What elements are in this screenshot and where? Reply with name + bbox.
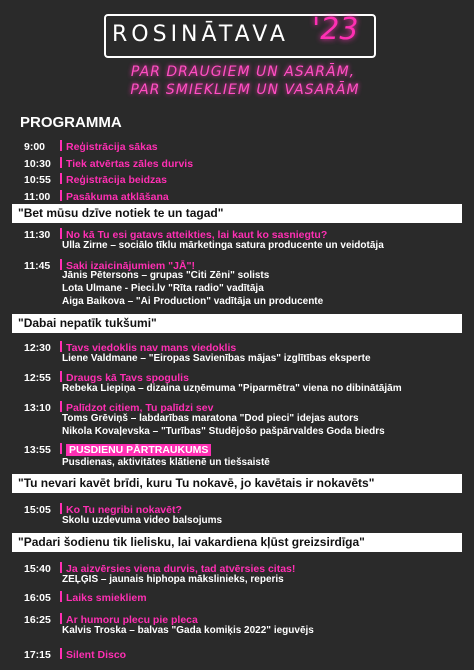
item-time: 11:45 bbox=[24, 260, 51, 272]
separator bbox=[60, 591, 62, 602]
speaker-line: Ulla Zirne – sociālo tīklu mārketinga satura producente un veidotāja bbox=[62, 240, 384, 251]
item-title: No kā Tu esi gatavs atteikties, lai kaut ko sasniegtu? bbox=[66, 229, 328, 241]
program-item bbox=[24, 137, 158, 155]
separator bbox=[60, 259, 62, 270]
speaker-line: Aiga Baikova – "Ai Production" vadītāja un producente bbox=[62, 296, 324, 307]
section-banner: "Bet mūsu dzīve notiek te un tagad" bbox=[12, 204, 462, 223]
item-title: Draugs kā Tavs spogulis bbox=[66, 372, 189, 384]
separator bbox=[60, 190, 62, 201]
separator bbox=[60, 173, 62, 184]
program-item bbox=[24, 170, 167, 188]
tagline-line-2: PAR SMIEKLIEM UN VASARĀM bbox=[130, 82, 360, 98]
separator bbox=[60, 443, 62, 454]
item-time: 12:30 bbox=[24, 342, 51, 354]
separator bbox=[60, 401, 62, 412]
item-time: 10:55 bbox=[24, 174, 51, 186]
separator bbox=[60, 648, 62, 659]
tagline-line-1: PAR DRAUGIEM UN ASARĀM, bbox=[130, 64, 356, 80]
speaker-line: Toms Grēviņš – labdarības maratona "Dod pieci" idejas autors bbox=[62, 413, 359, 424]
separator bbox=[60, 562, 62, 573]
section-banner: "Dabai nepatīk tukšumi" bbox=[12, 314, 462, 333]
item-title: PUSDIENU PĀRTRAUKUMS bbox=[66, 444, 211, 456]
speaker-line: Pusdienas, aktivitātes klātienē un tiešsaistē bbox=[62, 457, 270, 468]
item-title: Palīdzot citiem, Tu palīdzi sev bbox=[66, 402, 214, 414]
speaker-line: Nikola Kovaļevska – "Turības" Studējošo pašpārvaldes Goda biedrs bbox=[62, 426, 385, 437]
logo-text: ROSINĀTAVA bbox=[112, 22, 289, 47]
item-time: 16:25 bbox=[24, 614, 51, 626]
speaker-line: ZEĻĢIS – jaunais hiphopa mākslinieks, reperis bbox=[62, 574, 284, 585]
item-time: 15:40 bbox=[24, 563, 51, 575]
separator bbox=[60, 157, 62, 168]
section-banner: "Padari šodienu tik lielisku, lai vakardiena kļūst greizsirdīga" bbox=[12, 533, 462, 552]
item-title: Ar humoru plecu pie pleca bbox=[66, 614, 198, 626]
item-time: 11:30 bbox=[24, 229, 51, 241]
item-time: 15:05 bbox=[24, 504, 51, 516]
item-title: Tiek atvērtas zāles durvis bbox=[66, 158, 194, 170]
speaker-line: Kalvis Troska – balvas "Gada komiķis 2022" ieguvējs bbox=[62, 625, 314, 636]
item-title: Ko Tu negribi nokavēt? bbox=[66, 504, 182, 516]
speaker-line: Rebeka Liepiņa – dizaina uzņēmuma "Piparmētra" viena no dibinātājām bbox=[62, 383, 402, 394]
item-time: 16:05 bbox=[24, 592, 51, 604]
logo-year: '23 bbox=[312, 12, 359, 47]
section-banner: "Tu nevari kavēt brīdi, kuru Tu nokavē, jo kavētais ir nokavēts" bbox=[12, 474, 462, 493]
separator bbox=[60, 503, 62, 514]
program-item bbox=[24, 645, 126, 663]
item-time: 13:55 bbox=[24, 444, 51, 456]
program-item bbox=[24, 187, 169, 205]
item-title: Ja aizvērsies viena durvis, tad atvērsies citas! bbox=[66, 563, 296, 575]
speaker-line: Skolu uzdevuma video balsojums bbox=[62, 515, 223, 526]
speaker-line: Liene Valdmane – "Eiropas Savienības mājas" izglītības eksperte bbox=[62, 353, 371, 364]
item-time: 9:00 bbox=[24, 141, 46, 153]
item-time: 11:00 bbox=[24, 191, 51, 203]
item-time: 10:30 bbox=[24, 158, 51, 170]
header bbox=[0, 0, 474, 108]
separator bbox=[60, 371, 62, 382]
item-title: Laiks smiekliem bbox=[66, 592, 147, 604]
item-time: 12:55 bbox=[24, 372, 51, 384]
item-title: Reģistrācija sākas bbox=[66, 141, 158, 153]
speaker-line: Jānis Pētersons – grupas "Citi Zēni" solists bbox=[62, 270, 270, 281]
program-title: PROGRAMMA bbox=[20, 114, 122, 131]
separator bbox=[60, 228, 62, 239]
separator bbox=[60, 341, 62, 352]
item-title: Silent Disco bbox=[66, 649, 127, 661]
item-title: Reģistrācija beidzas bbox=[66, 174, 167, 186]
speaker-line: Lota Ulmane - Pieci.lv "Rīta radio" vadītāja bbox=[62, 283, 264, 294]
separator bbox=[60, 140, 62, 151]
item-time: 13:10 bbox=[24, 402, 51, 414]
program-item bbox=[24, 588, 147, 606]
item-time: 17:15 bbox=[24, 649, 51, 661]
separator bbox=[60, 613, 62, 624]
program-item bbox=[24, 440, 211, 458]
item-title: Saki izaicinājumiem "JĀ"! bbox=[66, 260, 196, 272]
item-title: Pasākuma atklāšana bbox=[66, 191, 169, 203]
item-title: Tavs viedoklis nav mans viedoklis bbox=[66, 342, 237, 354]
